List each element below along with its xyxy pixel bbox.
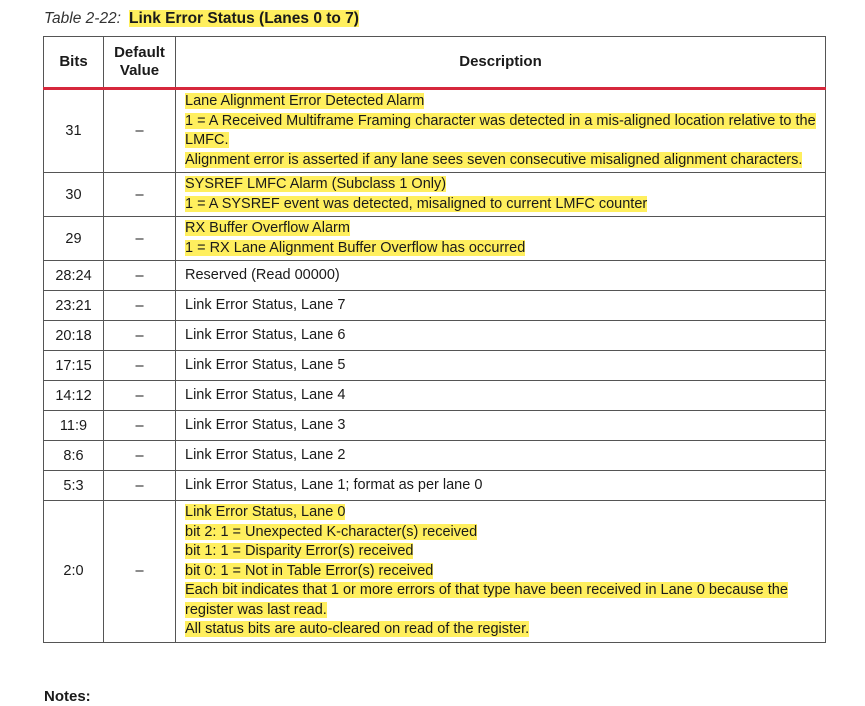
description-text: Link Error Status, Lane 5 — [185, 356, 346, 373]
default-value-cell: – — [104, 217, 176, 261]
table-row — [44, 501, 826, 643]
bits-cell: 20:18 — [44, 321, 104, 351]
header-default-value — [104, 37, 176, 89]
header-bits: Bits — [44, 37, 104, 89]
default-value-cell: – — [104, 89, 176, 173]
description-text: 1 = A Received Multiframe Framing character was detected in a mis-aligned location relative to the LMFC. — [185, 112, 816, 148]
table-row — [44, 291, 826, 321]
default-value-cell: – — [104, 291, 176, 321]
description-line — [185, 326, 817, 346]
description-cell — [176, 321, 826, 351]
header-row — [44, 37, 826, 89]
table-row — [44, 381, 826, 411]
default-value-cell: – — [104, 501, 176, 643]
description-cell — [176, 381, 826, 411]
default-value-cell: – — [104, 471, 176, 501]
table-row — [44, 89, 826, 173]
notes-label: Notes: — [44, 688, 91, 705]
header-description: Description — [176, 37, 826, 89]
description-line — [185, 416, 817, 436]
header-default-line1: Default — [114, 44, 165, 61]
link-error-status-table — [43, 36, 826, 643]
description-cell — [176, 291, 826, 321]
description-text: All status bits are auto-cleared on read of the register. — [185, 621, 530, 637]
description-text: bit 2: 1 = Unexpected K-character(s) received — [185, 523, 478, 540]
bits-cell: 11:9 — [44, 411, 104, 441]
description-text: Link Error Status, Lane 1; format as per lane 0 — [185, 476, 483, 493]
default-value-cell: – — [104, 381, 176, 411]
description-line — [185, 266, 817, 286]
description-cell — [176, 471, 826, 501]
description-text: Lane Alignment Error Detected Alarm — [185, 93, 425, 109]
description-text: Reserved (Read 00000) — [185, 266, 340, 283]
bits-cell: 28:24 — [44, 261, 104, 291]
description-line — [185, 386, 817, 406]
description-cell — [176, 501, 826, 643]
description-text: SYSREF LMFC Alarm (Subclass 1 Only) — [185, 176, 447, 192]
table-row — [44, 217, 826, 261]
table-row — [44, 411, 826, 441]
description-line — [185, 581, 817, 620]
description-text: bit 1: 1 = Disparity Error(s) received — [185, 543, 414, 559]
default-value-cell: – — [104, 173, 176, 217]
bits-cell: 17:15 — [44, 351, 104, 381]
default-value-cell: – — [104, 321, 176, 351]
description-line — [185, 92, 817, 112]
bits-cell: 29 — [44, 217, 104, 261]
table-row — [44, 173, 826, 217]
description-line — [185, 562, 817, 582]
description-text: bit 0: 1 = Not in Table Error(s) received — [185, 562, 434, 579]
bits-cell: 31 — [44, 89, 104, 173]
description-line — [185, 503, 817, 523]
table-row — [44, 441, 826, 471]
default-value-cell: – — [104, 441, 176, 471]
table-row — [44, 261, 826, 291]
table-caption — [44, 8, 359, 30]
description-text: Link Error Status, Lane 2 — [185, 446, 346, 463]
description-cell — [176, 351, 826, 381]
description-line — [185, 151, 817, 171]
description-cell — [176, 441, 826, 471]
bits-cell: 5:3 — [44, 471, 104, 501]
description-text: Link Error Status, Lane 7 — [185, 296, 346, 313]
description-cell — [176, 217, 826, 261]
table-row — [44, 471, 826, 501]
description-line — [185, 175, 817, 195]
description-text: Link Error Status, Lane 3 — [185, 416, 346, 433]
table-body — [44, 89, 826, 643]
bits-cell: 14:12 — [44, 381, 104, 411]
description-cell — [176, 89, 826, 173]
bits-cell: 23:21 — [44, 291, 104, 321]
description-line — [185, 446, 817, 466]
description-cell — [176, 411, 826, 441]
default-value-cell: – — [104, 351, 176, 381]
table-number: Table 2-22: — [44, 10, 121, 27]
description-line — [185, 356, 817, 376]
description-text: Link Error Status, Lane 4 — [185, 386, 346, 403]
table-row — [44, 321, 826, 351]
description-line — [185, 195, 817, 215]
description-text: Each bit indicates that 1 or more errors of that type have been received in Lane 0 because the register was last read. — [185, 582, 788, 618]
description-line — [185, 620, 817, 640]
description-text: 1 = RX Lane Alignment Buffer Overflow has occurred — [185, 239, 526, 256]
description-cell — [176, 261, 826, 291]
description-line — [185, 296, 817, 316]
description-text: Link Error Status, Lane 6 — [185, 326, 346, 343]
description-line — [185, 542, 817, 562]
description-line — [185, 219, 817, 239]
description-line — [185, 523, 817, 543]
description-line — [185, 239, 817, 259]
description-text: 1 = A SYSREF event was detected, misaligned to current LMFC counter — [185, 195, 648, 212]
description-cell — [176, 173, 826, 217]
table-title: Link Error Status (Lanes 0 to 7) — [129, 10, 359, 27]
default-value-cell: – — [104, 261, 176, 291]
bits-cell: 2:0 — [44, 501, 104, 643]
description-text: Link Error Status, Lane 0 — [185, 504, 346, 520]
table-row — [44, 351, 826, 381]
default-value-cell: – — [104, 411, 176, 441]
description-line — [185, 112, 817, 151]
description-text: RX Buffer Overflow Alarm — [185, 220, 350, 236]
bits-cell: 8:6 — [44, 441, 104, 471]
header-default-line2: Value — [119, 62, 160, 79]
bits-cell: 30 — [44, 173, 104, 217]
description-line — [185, 476, 817, 496]
description-text: Alignment error is asserted if any lane sees seven consecutive misaligned alignment characters. — [185, 151, 803, 168]
